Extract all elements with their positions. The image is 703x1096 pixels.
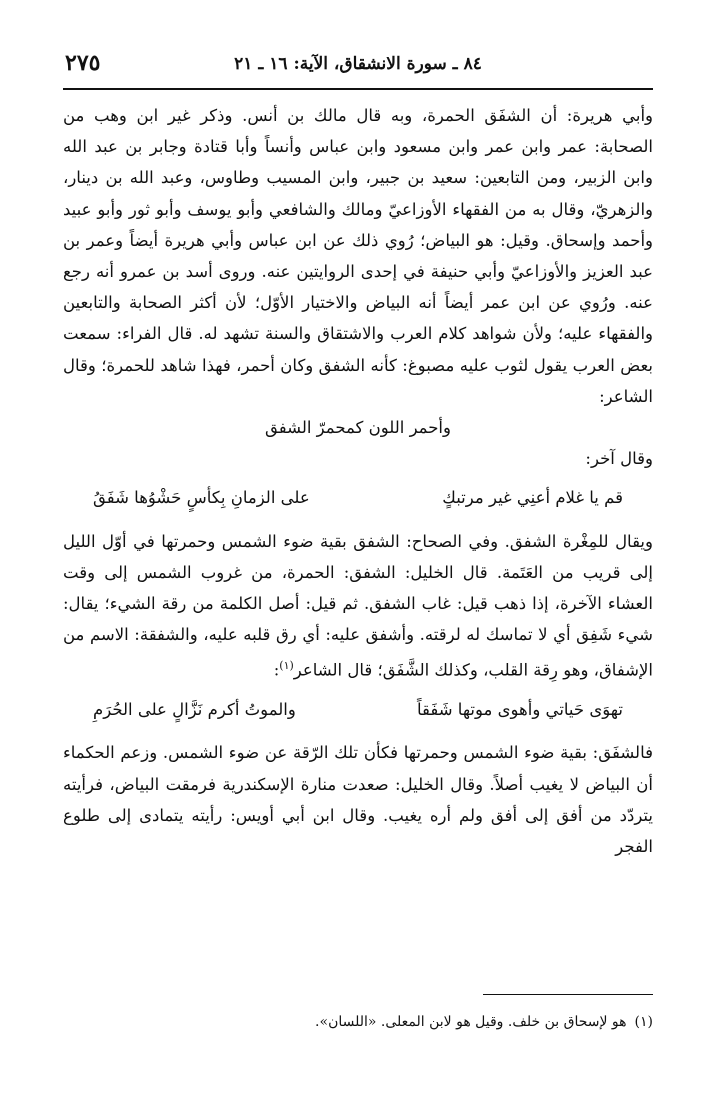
main-text <box>63 90 653 862</box>
paragraph-2-colon: : <box>273 660 280 680</box>
verse-couplet-1 <box>63 482 653 513</box>
footnote <box>315 1014 653 1030</box>
hemistich-first: تهوَى حَياتي وأهوى موتها شَفَقاً <box>417 700 623 720</box>
paragraph-2 <box>63 526 653 687</box>
footnote-reference[interactable]: (١) <box>279 659 294 673</box>
book-page <box>63 44 653 1054</box>
verse-single: وأحمر اللون كمحمرّ الشفق <box>265 418 451 438</box>
page-header <box>63 44 653 90</box>
running-title: ٨٤ ـ سورة الانشقاق، الآية: ١٦ ـ ٢١ <box>234 54 482 74</box>
verse-intro: وقال آخر: <box>585 449 653 469</box>
page-number: ٢٧٥ <box>65 50 101 76</box>
verse-couplet-2 <box>63 694 653 725</box>
footnote-number: (١) <box>634 1014 653 1030</box>
hemistich-second: على الزمانِ بِكأسٍ حَشْوُها شَفَقُ <box>93 488 310 508</box>
footnote-text: هو لإسحاق بن خلف. وقيل هو لابن المعلى. «اللسان». <box>315 1014 627 1030</box>
paragraph-3: فالشفَق: بقية ضوء الشمس وحمرتها فكأن تلك الرّقة عن ضوء الشمس. وزعم الحكماء أن البياض لا يغيب أصلاً. وقال الخليل: صعدت منارة الإسكندرية فرمقت البياض، فرأيته يتردّد من أفق إلى أفق ولم أره يغيب. وقال ابن أبي أويس: رأيته يتمادى إلى طلوع الفجر <box>63 743 653 856</box>
paragraph-2-text: ويقال للمِغْرة الشفق. وفي الصحاح: الشفق بقية ضوء الشمس وحمرتها في أوّل الليل إلى قريب من العَتَمة. قال الخليل: الشفق: الحمرة، من غروب الشمس إلى وقت العشاء الآخرة، إذا ذهب قيل: غاب الشفق. ثم قيل: أصل الكلمة من رقة الشيء؛ يقال: شيء شَفِق أي لا تماسك له لرقته. وأشفق عليه: أي رق قلبه عليه، والشفقة: الاسم من الإشفاق، وهو رِقة القلب، وكذلك الشَّفَق؛ قال الشاعر <box>63 531 653 680</box>
hemistich-second: والموتُ أكرم نَزَّالٍ على الحُرَمِ <box>93 700 296 720</box>
paragraph-1: وأبي هريرة: أن الشفَق الحمرة، وبه قال مالك بن أنس. وذكر غير ابن وهب من الصحابة: عمر وابن عمر وابن مسعود وابن عباس وأنساً وأبا قتادة وجابر بن عبد الله وابن الزبير، ومن التابعين: سعيد بن جبير، وابن المسيب وطاوس، وعبد الله بن دينار، والزهريّ، وقال به من الفقهاء الأوزاعيّ ومالك والشافعي وأبو يوسف وأبو ثور وأبو عبيد وأحمد وإسحاق. وقيل: هو البياض؛ رُوي ذلك عن ابن عباس وأبي هريرة أيضاً وعمر بن عبد العزيز والأوزاعيّ وأبي حنيفة في إحدى الروايتين عنه. وروى أسد بن عمرو أنه رجع عنه. ورُوي عن ابن عمر أيضاً أنه البياض والاختيار الأوّل؛ لأن أكثر الصحابة والتابعين والفقهاء عليه؛ ولأن شواهد كلام العرب والاشتقاق والسنة تشهد له. قال الفراء: سمعت بعض العرب يقول لثوب عليه مصبوغ: كأنه الشفق وكان أحمر، فهذا شاهد للحمرة؛ وقال الشاعر: <box>63 106 653 406</box>
hemistich-first: قم يا غلام أعنِي غير مرتبكٍ <box>442 488 623 508</box>
footnote-divider <box>483 994 653 995</box>
